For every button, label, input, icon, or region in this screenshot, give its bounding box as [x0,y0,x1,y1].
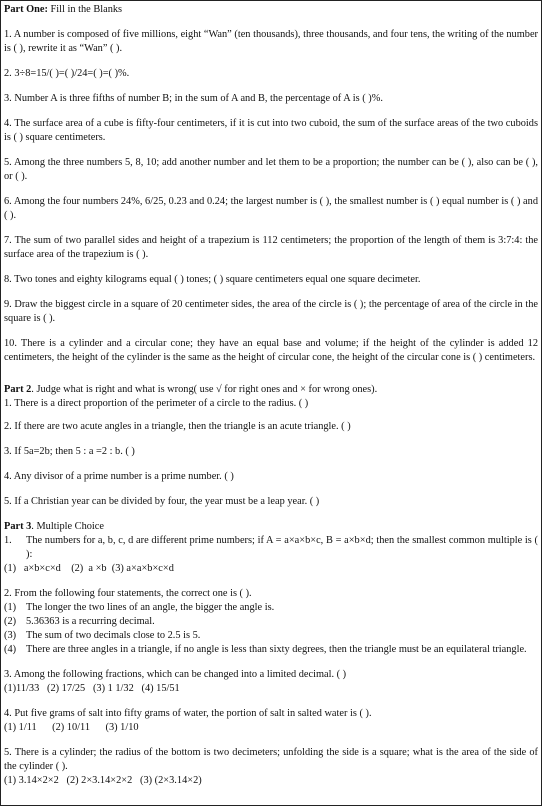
part3-question-2: 2. From the following four statements, the correct one is ( ). [4,588,252,599]
part3-question-4-options: (1) 1/11 (2) 10/11 (3) 1/10 [4,722,139,733]
part3-question-1-options: (1) a×b×c×d (2) a ×b (3) a×a×b×c×d [4,563,174,574]
part1-question-4: 4. The surface area of a cube is fifty-four centimeters, if it is cut into two cuboid, the sum of the surface areas of the two cuboids is ( ) square centimeters. [4,118,538,143]
part3-heading [4,520,538,534]
part2-question-2: 2. If there are two acute angles in a triangle, then the triangle is an acute triangle. ( ) [4,421,351,432]
option-text: The sum of two decimals close to 2.5 is 5. [26,630,201,641]
option-number: (3) [4,630,17,641]
part3-title: Part 3 [4,521,32,532]
option-row [4,643,538,657]
question-text: The numbers for a, b, c, d are different prime numbers; if A = a×a×b×c, B = a×b×d; then the smallest common multiple is ( ): [26,535,538,560]
part3-question-5-options: (1) 3.14×2×2 (2) 2×3.14×2×2 (3) (2×3.14×2) [4,775,202,786]
option-row [4,615,538,629]
option-number: (4) [4,644,17,655]
option-row [4,601,538,615]
part1-question-8: 8. Two tones and eighty kilograms equal ( ) tones; ( ) square centimeters equal one square decimeter. [4,274,421,285]
option-row [4,629,538,643]
part1-question-2: 2. 3÷8=15/( )=( )/24=( )=( )%. [4,68,130,79]
option-number: (2) [4,616,17,627]
part2-question-4: 4. Any divisor of a prime number is a prime number. ( ) [4,471,234,482]
part1-question-1: 1. A number is composed of five millions, eight “Wan” (ten thousands), three thousands, and four tens, the writing of the number is ( ), rewrite it as “Wan” ( ). [4,29,538,54]
part3-subtitle: . Multiple Choice [31,521,104,532]
part1-question-10: 10. There is a cylinder and a circular cone; they have an equal base and volume; if the height of the cylinder is added 12 centimeters, the height of the cylinder is the same as the height of circular cone, the height of the circular cone is ( ) centimeters. [4,338,538,363]
part1-question-7: 7. The sum of two parallel sides and height of a trapezium is 112 centimeters; the proportion of the length of them is 3:7:4: the surface area of the trapezium is ( ). [4,235,538,260]
part3-question-3-options: (1)11/33 (2) 17/25 (3) 1 1/32 (4) 15/51 [4,683,180,694]
part1-question-3: 3. Number A is three fifths of number B; in the sum of A and B, the percentage of A is ( )%. [4,93,383,104]
part3-question-5: 5. There is a cylinder; the radius of the bottom is two decimeters; unfolding the side is a square; what is the area of the side of the cylinder ( ). [4,747,538,772]
part1-question-5: 5. Among the three numbers 5, 8, 10; add another number and let them to be a proportion; the number can be ( ), also can be ( ), or ( ). [4,157,538,182]
part2-title: Part 2 [4,384,32,395]
question-number: 1. [4,535,12,546]
part1-title: Part One: [4,4,48,15]
part2-question-1: 1. There is a direct proportion of the perimeter of a circle to the radius. ( ) [4,398,309,409]
option-text: The longer the two lines of an angle, the bigger the angle is. [26,602,275,613]
part1-heading [4,3,538,17]
option-text: 5.36363 is a recurring decimal. [26,616,155,627]
part1-subtitle: Fill in the Blanks [47,4,123,15]
part3-question-4: 4. Put five grams of salt into fifty grams of water, the portion of salt in salted water is ( ). [4,708,372,719]
part2-heading [4,383,538,397]
part3-question-1 [4,534,538,562]
part2-subtitle: . Judge what is right and what is wrong( use √ for right ones and × for wrong ones). [31,384,378,395]
part2-question-3: 3. If 5a=2b; then 5 : a =2 : b. ( ) [4,446,135,457]
option-text: There are three angles in a triangle, if no angle is less than sixty degrees, then the triangle must be an equilateral triangle. [26,644,527,655]
part3-question-3: 3. Among the following fractions, which can be changed into a limited decimal. ( ) [4,669,347,680]
part1-question-9: 9. Draw the biggest circle in a square of 20 centimeter sides, the area of the circle is ( ); the percentage of area of the circle in the square is ( ). [4,299,538,324]
option-number: (1) [4,602,17,613]
part1-question-6: 6. Among the four numbers 24%, 6/25, 0.23 and 0.24; the largest number is ( ), the smallest number is ( ) equal number is ( ) and ( ). [4,196,538,221]
part2-question-5: 5. If a Christian year can be divided by four, the year must be a leap year. ( ) [4,496,320,507]
